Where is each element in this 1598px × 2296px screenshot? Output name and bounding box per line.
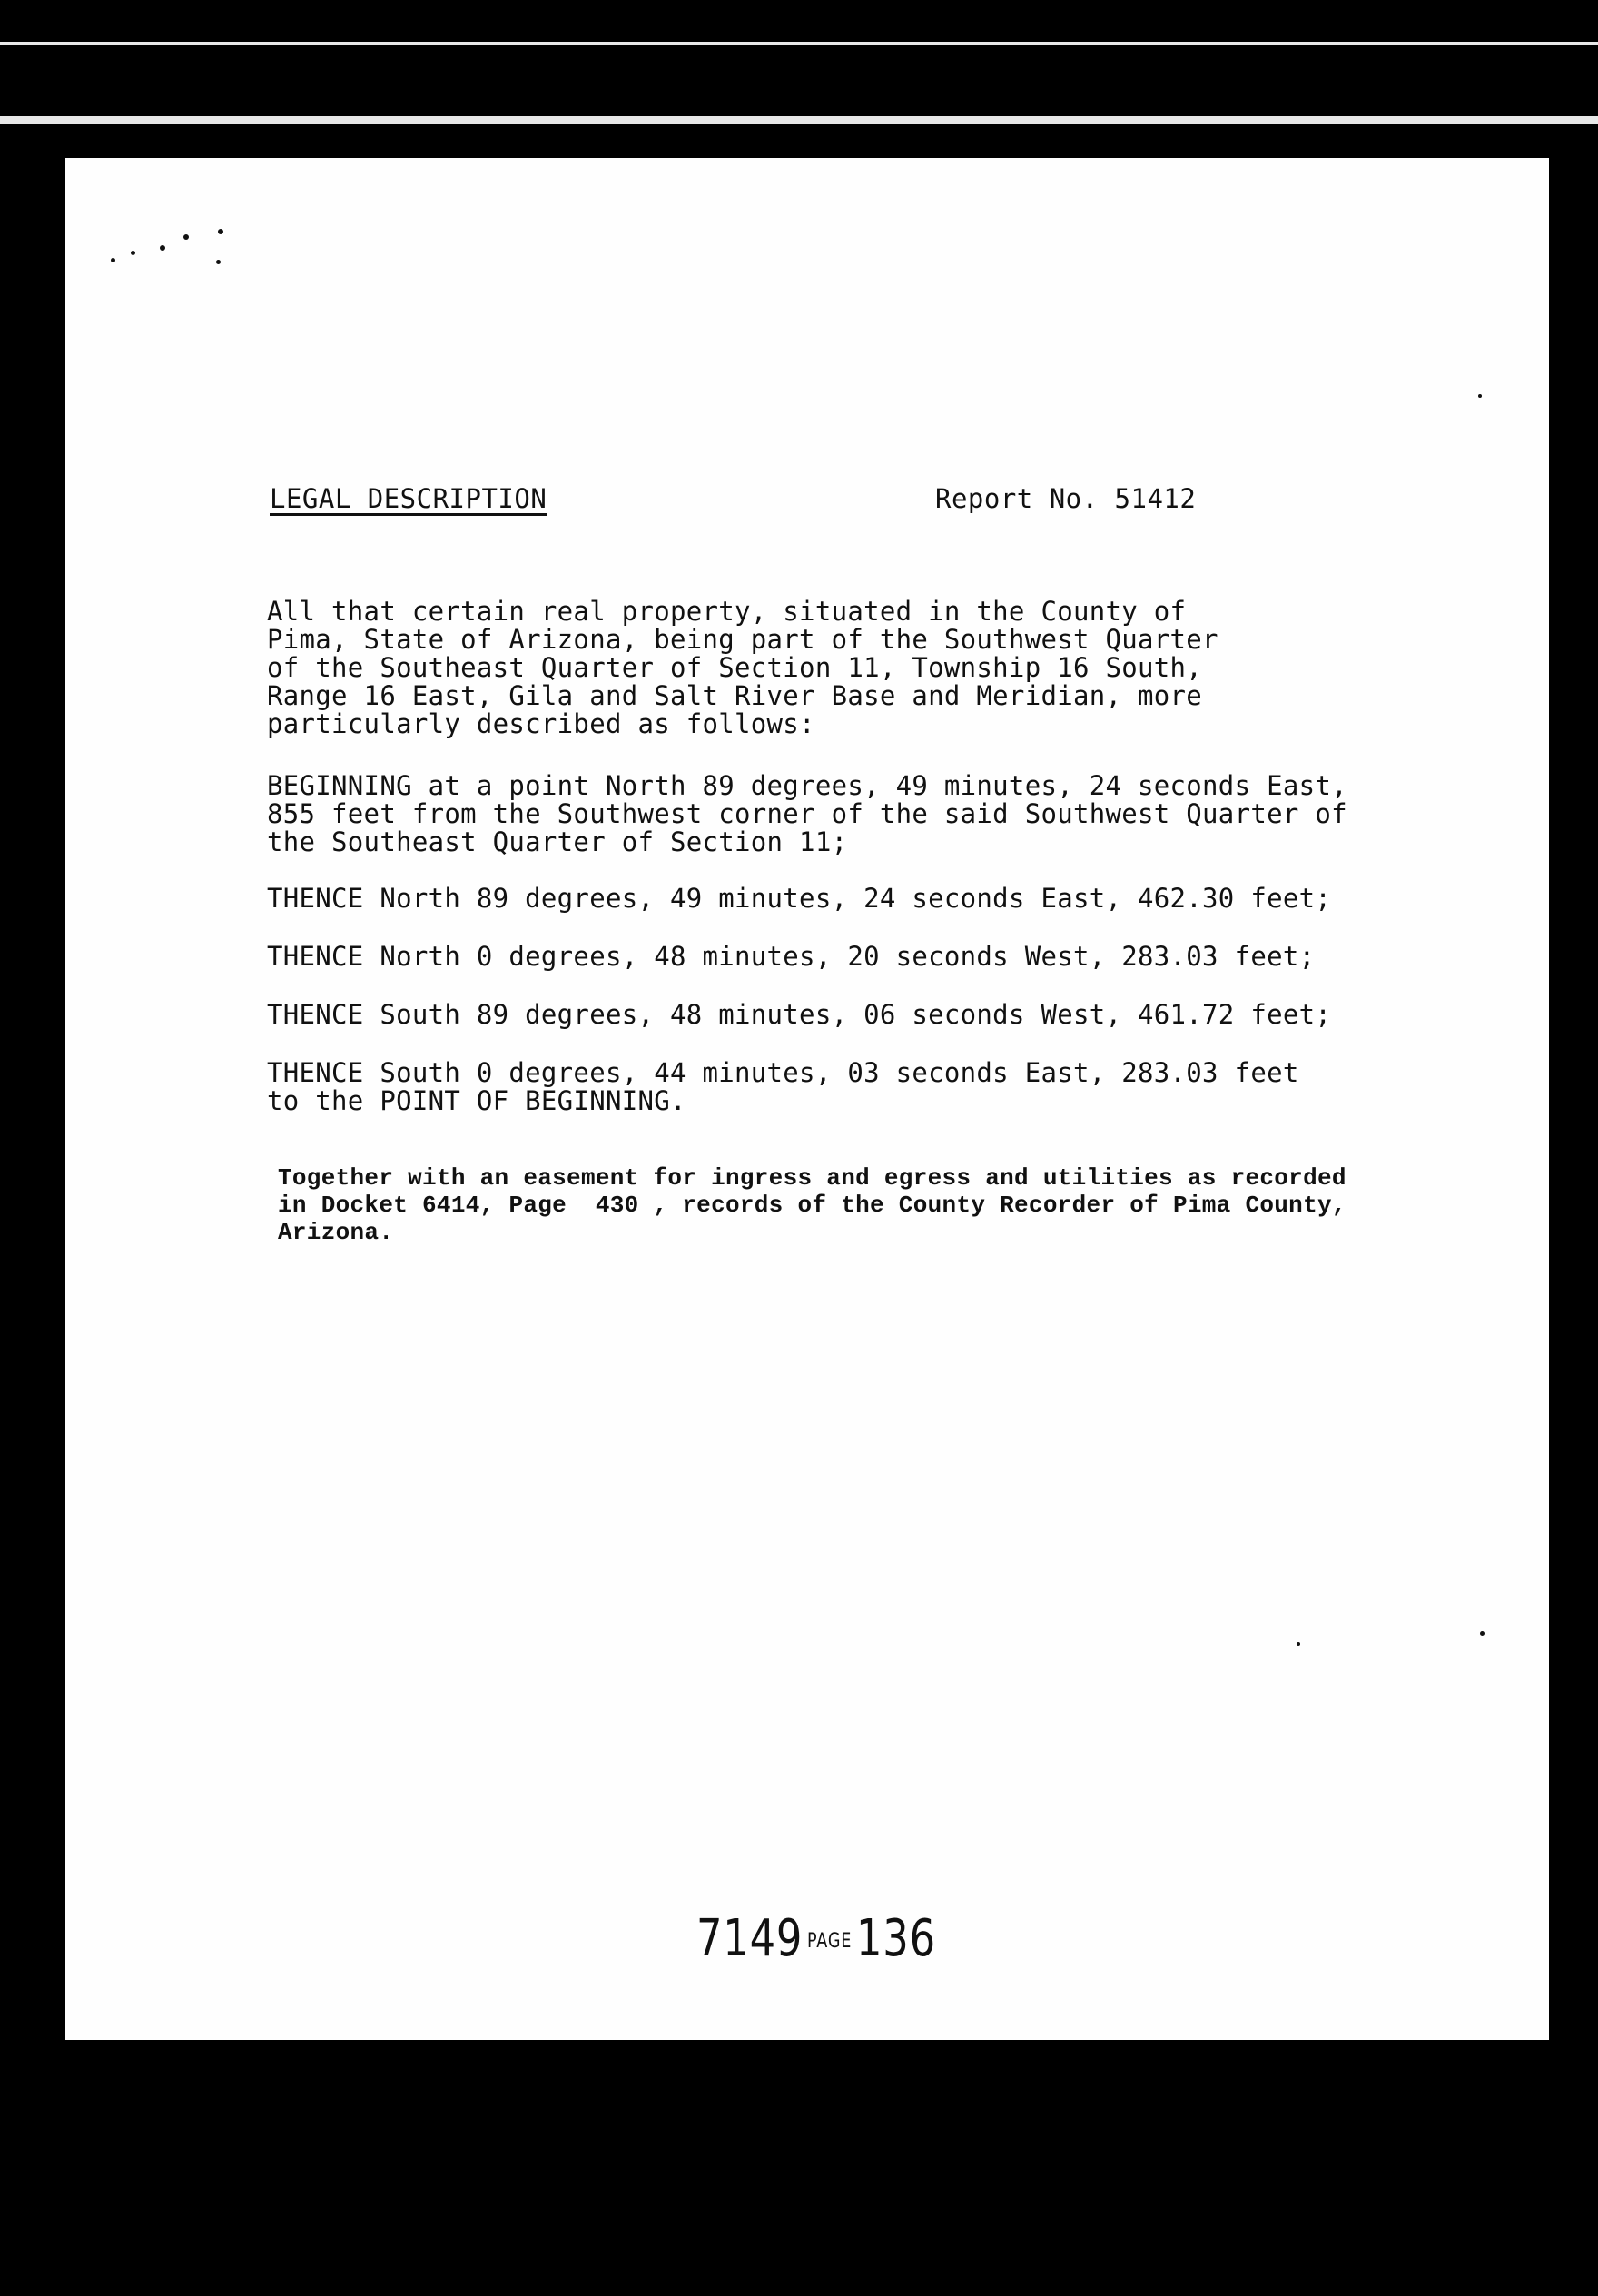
report-number: Report No. 51412 — [935, 483, 1197, 514]
scan-speck — [111, 258, 115, 262]
scan-speck — [1297, 1642, 1300, 1646]
scan-border-line — [0, 42, 1598, 45]
legal-description-heading — [270, 483, 547, 514]
stamp-mid: PAGE — [807, 1930, 853, 1954]
thence-paragraph-1: THENCE North 89 degrees, 49 minutes, 24 seconds East, 462.30 feet; — [267, 883, 1332, 914]
beginning-paragraph: BEGINNING at a point North 89 degrees, 49 minutes, 24 seconds East, 855 feet from the Southwest corner of the said Southwest Quarter of the Southeast Quarter of Section 11; — [267, 770, 1347, 857]
scan-speck — [216, 260, 221, 264]
stamp-page: 136 — [856, 1909, 936, 1968]
thence-paragraph-2: THENCE North 0 degrees, 48 minutes, 20 seconds West, 283.03 feet; — [267, 941, 1316, 972]
scan-speck — [1480, 1631, 1485, 1636]
recording-stamp — [696, 1909, 936, 1968]
scan-speck — [183, 234, 189, 240]
thence-paragraph-4: THENCE South 0 degrees, 44 minutes, 03 seconds East, 283.03 feet to the POINT OF BEGINNING. — [267, 1057, 1299, 1116]
heading-title: LEGAL DESCRIPTION — [270, 483, 547, 514]
thence-paragraph-3: THENCE South 89 degrees, 48 minutes, 06 seconds West, 461.72 feet; — [267, 999, 1332, 1030]
document-page — [65, 158, 1549, 2040]
easement-paragraph: Together with an easement for ingress and egress and utilities as recorded in Docket 6414, Page 430 , records of the County Recorder of Pima County, Arizona. — [278, 1164, 1346, 1246]
scan-speck — [131, 251, 135, 255]
scan-speck — [218, 229, 223, 234]
scan-border-line — [0, 116, 1598, 124]
stamp-docket: 7149 — [696, 1909, 804, 1968]
property-paragraph: All that certain real property, situated in the County of Pima, State of Arizona, being part of the Southwest Quarter of the Southeast Quarter of Section 11, Township 16 South, Range 16 East, Gila and Salt River Base and Meridian, more particularly described as follows: — [267, 596, 1218, 739]
scan-speck — [1478, 394, 1482, 398]
scan-speck — [160, 245, 165, 251]
